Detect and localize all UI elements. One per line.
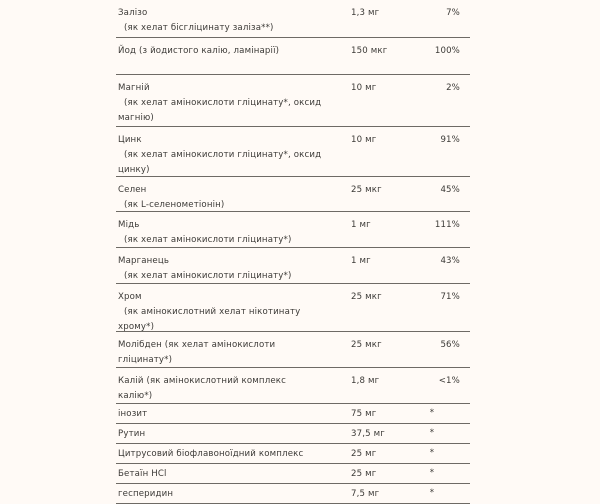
nutrient-name bbox=[118, 338, 323, 368]
nutrient-name bbox=[118, 183, 323, 213]
table-row bbox=[116, 127, 470, 177]
nutrient-amount: 25 мкг bbox=[351, 185, 382, 195]
daily-value: 2% bbox=[446, 83, 460, 93]
daily-value: * bbox=[429, 448, 435, 458]
nutrient-title: Мідь bbox=[118, 220, 140, 230]
nutrient-name bbox=[118, 133, 323, 178]
nutrient-amount: 75 мг bbox=[351, 409, 377, 419]
nutrient-amount: 1,8 мг bbox=[351, 376, 380, 386]
table-row bbox=[116, 284, 470, 332]
nutrient-amount: 25 мг bbox=[351, 449, 377, 459]
nutrient-title: Залізо bbox=[118, 8, 148, 18]
daily-value: 111% bbox=[434, 220, 460, 230]
nutrient-amount: 25 мкг bbox=[351, 340, 382, 350]
nutrient-amount: 25 мг bbox=[351, 469, 377, 479]
nutrient-source: (як хелат амінокислоти гліцинату*) bbox=[124, 271, 292, 281]
daily-value: * bbox=[429, 428, 435, 438]
nutrient-amount: 10 мг bbox=[351, 135, 377, 145]
table-row bbox=[116, 212, 470, 248]
daily-value: 7% bbox=[446, 8, 460, 18]
nutrient-name bbox=[118, 290, 323, 335]
daily-value: 43% bbox=[440, 256, 460, 266]
nutrient-title: Йод (з йодистого калію, ламінарії) bbox=[118, 46, 280, 56]
table-row bbox=[116, 177, 470, 212]
nutrient-source: (як L-селенометіонін) bbox=[124, 200, 225, 210]
nutrient-title: Бетаїн HCl bbox=[118, 469, 167, 479]
daily-value: 91% bbox=[440, 135, 460, 145]
nutrient-amount: 37,5 мг bbox=[351, 429, 385, 439]
nutrient-amount: 150 мкг bbox=[351, 46, 388, 56]
nutrient-amount: 1 мг bbox=[351, 220, 371, 230]
nutrient-title: Марганець bbox=[118, 256, 170, 266]
nutrient-source: (як хелат бісгліцинату заліза**) bbox=[124, 23, 274, 33]
nutrient-name bbox=[118, 467, 323, 482]
nutrient-source: (як хелат амінокислоти гліцинату*, оксид bbox=[124, 150, 322, 160]
daily-value: * bbox=[429, 468, 435, 478]
nutrient-title: Рутин bbox=[118, 429, 146, 439]
nutrient-amount: 7,5 мг bbox=[351, 489, 380, 499]
nutrient-source: гліцинату*) bbox=[118, 355, 173, 365]
daily-value: 45% bbox=[440, 185, 460, 195]
daily-value: * bbox=[429, 488, 435, 498]
nutrient-title: Калій (як амінокислотний комплекс bbox=[118, 376, 286, 386]
nutrient-name bbox=[118, 254, 323, 284]
nutrient-title: Молібден (як хелат амінокислоти bbox=[118, 340, 276, 350]
table-row bbox=[116, 38, 470, 75]
nutrient-source: (як амінокислотний хелат нікотинату bbox=[124, 307, 301, 317]
table-row bbox=[116, 332, 470, 368]
daily-value: 56% bbox=[440, 340, 460, 350]
nutrient-source: (як хелат амінокислоти гліцинату*, оксид bbox=[124, 98, 322, 108]
nutrient-title: інозит bbox=[118, 409, 148, 419]
nutrient-title: гесперидин bbox=[118, 489, 174, 499]
nutrient-title: Селен bbox=[118, 185, 147, 195]
nutrient-amount: 1,3 мг bbox=[351, 8, 380, 18]
table-row bbox=[116, 0, 470, 38]
nutrient-source: калію*) bbox=[118, 391, 153, 401]
table-row bbox=[116, 75, 470, 127]
daily-value: 100% bbox=[434, 46, 460, 56]
nutrient-name bbox=[118, 81, 323, 126]
table-row bbox=[116, 464, 470, 484]
table-row bbox=[116, 424, 470, 444]
table-row bbox=[116, 248, 470, 284]
nutrient-name bbox=[118, 374, 323, 404]
table-row bbox=[116, 484, 470, 504]
nutrient-amount: 10 мг bbox=[351, 83, 377, 93]
nutrient-name bbox=[118, 427, 323, 442]
daily-value: 71% bbox=[440, 292, 460, 302]
nutrient-name bbox=[118, 6, 323, 36]
nutrient-name bbox=[118, 218, 323, 248]
nutrient-name bbox=[118, 407, 323, 422]
table-row bbox=[116, 444, 470, 464]
supplement-facts-table bbox=[116, 0, 470, 504]
nutrient-amount: 25 мкг bbox=[351, 292, 382, 302]
nutrient-title: Цинк bbox=[118, 135, 142, 145]
table-row bbox=[116, 368, 470, 404]
nutrient-source: магнію) bbox=[118, 113, 154, 123]
nutrient-amount: 1 мг bbox=[351, 256, 371, 266]
nutrient-source: (як хелат амінокислоти гліцинату*) bbox=[124, 235, 292, 245]
nutrient-source: цинку) bbox=[118, 165, 150, 175]
nutrient-source: хрому*) bbox=[118, 322, 155, 332]
nutrient-title: Магній bbox=[118, 83, 150, 93]
nutrient-title: Хром bbox=[118, 292, 142, 302]
nutrient-name bbox=[118, 44, 323, 59]
table-row bbox=[116, 404, 470, 424]
nutrient-title: Цитрусовий біофлавоноїдний комплекс bbox=[118, 449, 304, 459]
daily-value: * bbox=[429, 408, 435, 418]
nutrient-name bbox=[118, 447, 348, 462]
daily-value: <1% bbox=[438, 376, 460, 386]
